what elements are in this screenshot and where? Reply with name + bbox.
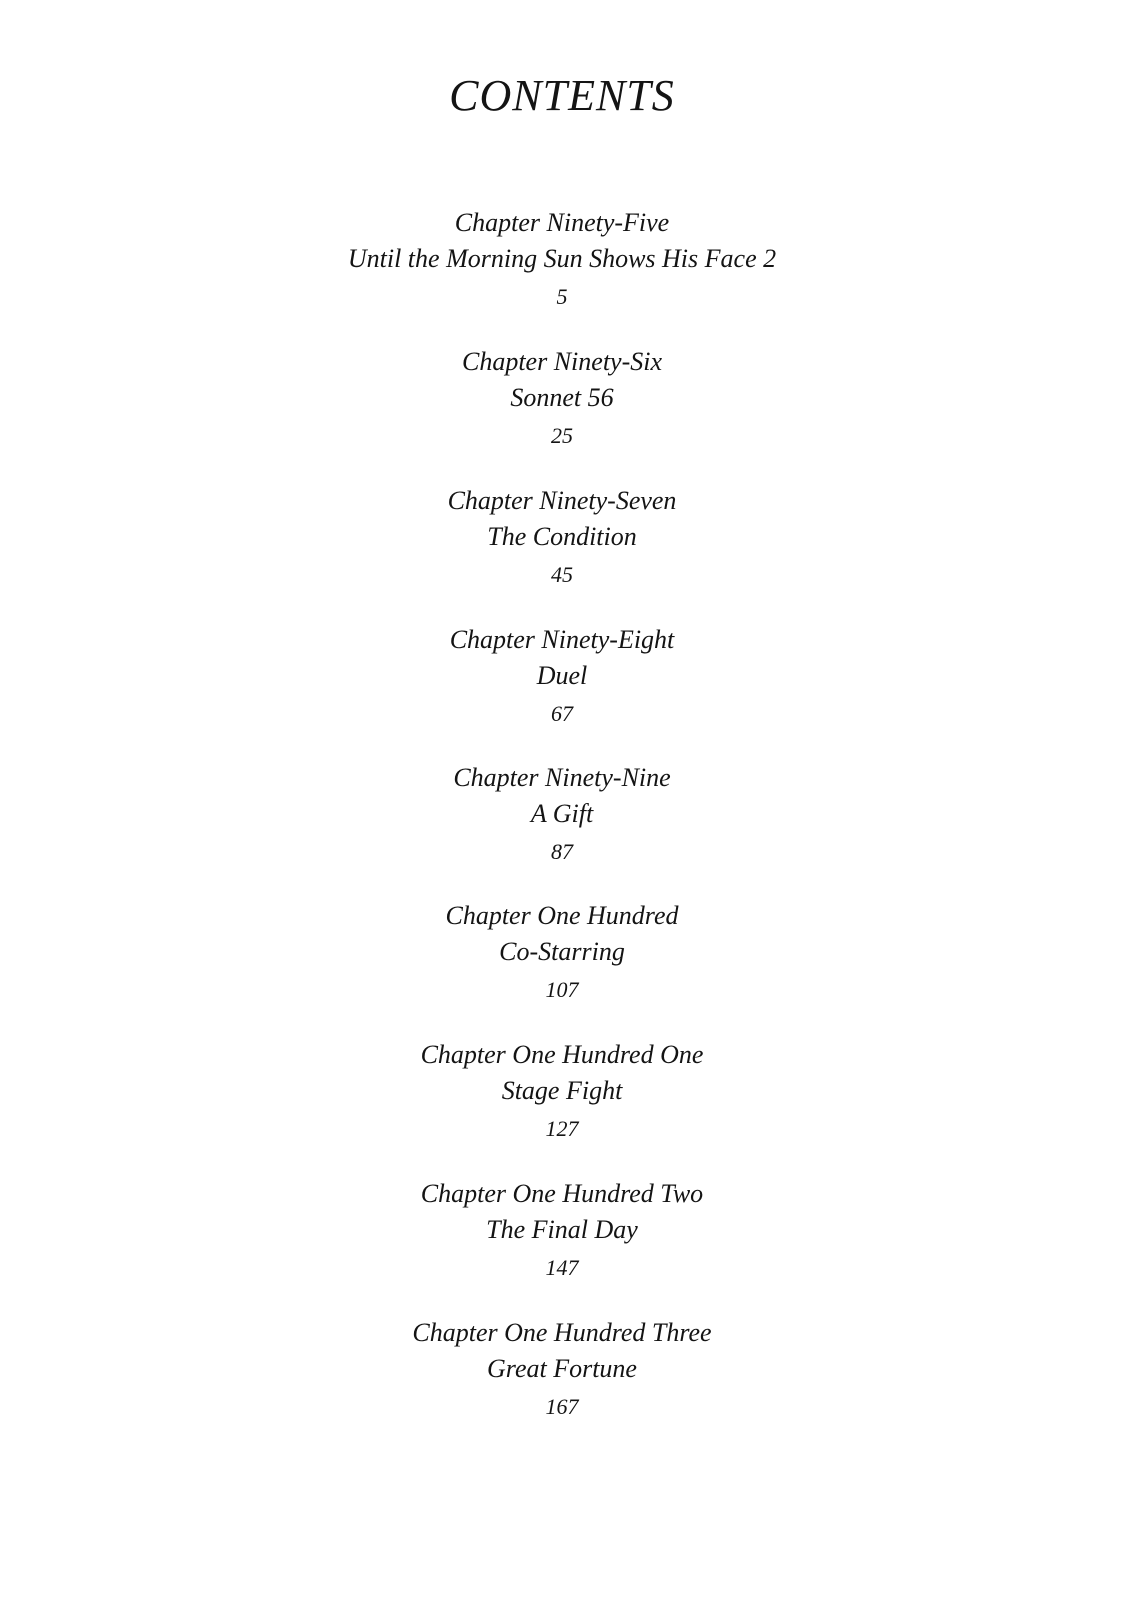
chapter-title: Co-Starring [499, 937, 625, 966]
page-number: 67 [551, 701, 573, 726]
chapter-number: Chapter Ninety-Five [454, 208, 670, 237]
chapter-number: Chapter Ninety-Eight [449, 625, 675, 654]
page-number: 107 [545, 977, 579, 1002]
toc-entry[interactable] [0, 898, 1124, 1008]
chapter-title: Stage Fight [501, 1076, 623, 1105]
chapter-title: Great Fortune [487, 1354, 637, 1383]
chapter-title: The Condition [487, 522, 637, 551]
page-number: 25 [551, 423, 573, 448]
toc-entry[interactable] [0, 344, 1124, 454]
chapter-title: Duel [536, 661, 588, 690]
toc-entry[interactable] [0, 205, 1124, 315]
chapter-number: Chapter Ninety-Six [461, 347, 662, 376]
page-number: 45 [551, 562, 573, 587]
page-number: 5 [556, 284, 568, 309]
toc-entry[interactable] [0, 760, 1124, 870]
toc-entry[interactable] [0, 1315, 1124, 1425]
toc-entry[interactable] [0, 483, 1124, 593]
page-number: 147 [545, 1255, 579, 1280]
chapter-number: Chapter One Hundred [445, 901, 679, 930]
chapter-title: Sonnet 56 [510, 383, 614, 412]
chapter-title: Until the Morning Sun Shows His Face 2 [347, 244, 777, 273]
chapter-number: Chapter One Hundred Three [412, 1318, 712, 1347]
chapter-number: Chapter Ninety-Seven [447, 486, 677, 515]
page-title: CONTENTS [449, 71, 675, 120]
chapter-number: Chapter Ninety-Nine [453, 763, 671, 792]
page-number: 167 [545, 1394, 579, 1419]
toc-entry[interactable] [0, 622, 1124, 732]
page-number: 87 [551, 839, 573, 864]
chapter-number: Chapter One Hundred One [420, 1040, 704, 1069]
chapter-title: A Gift [530, 799, 594, 828]
toc-entry[interactable] [0, 1176, 1124, 1286]
chapter-title: The Final Day [486, 1215, 638, 1244]
chapter-number: Chapter One Hundred Two [420, 1179, 704, 1208]
page-number: 127 [545, 1116, 579, 1141]
toc-entry[interactable] [0, 1037, 1124, 1147]
